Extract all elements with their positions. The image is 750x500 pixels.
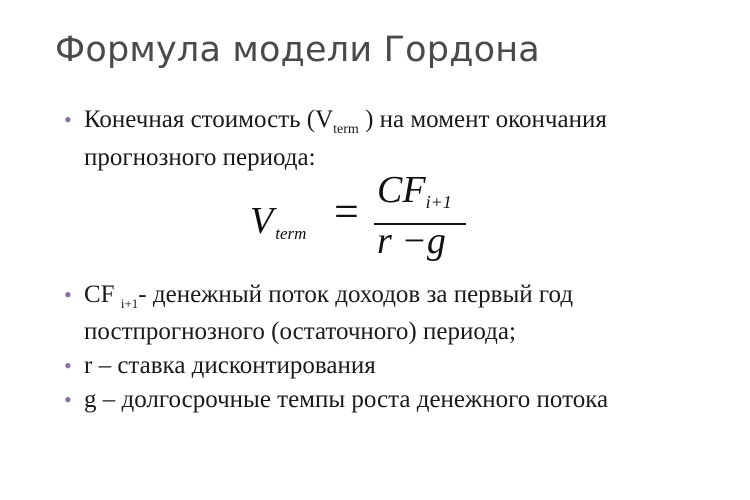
bullet-discount-rate [64,349,734,383]
bullet-marker: • [64,353,72,378]
gordon-formula [64,169,734,272]
bullet-subscript: i+1 [120,296,139,311]
bullet-subscript: term [333,122,359,137]
formula-equals: = [334,187,359,236]
formula-lhs [250,200,307,245]
formula-lhs-symbol: V [250,200,274,242]
bullet-text: - денежный поток доходов за первый год постпрогнозного (остаточного) периода; [84,281,574,345]
bullet-text: r – ставка дисконтирования [84,352,376,379]
formula-numerator [377,169,452,213]
slide-title: Формула модели Гордона [55,30,540,70]
slide-content [64,103,734,417]
bullet-cash-flow [64,278,734,349]
bullet-marker: • [64,282,72,307]
formula-denominator: r −g [377,220,446,262]
formula-lhs-subscript: term [275,224,307,243]
bullet-text: g – долгосрочные темпы роста денежного потока [84,386,609,413]
formula-numerator-symbol: CF [377,169,426,211]
formula-numerator-subscript: i+1 [425,192,452,212]
bullet-marker: • [64,107,72,132]
bullet-marker: • [64,387,72,412]
bullet-text: ) на момент окончания прогнозного периода: [84,106,607,171]
bullet-growth-rate [64,383,734,417]
bullet-text: Конечная стоимость (V [84,106,334,133]
bullet-terminal-value [64,103,734,175]
bullet-text: CF [84,281,115,308]
